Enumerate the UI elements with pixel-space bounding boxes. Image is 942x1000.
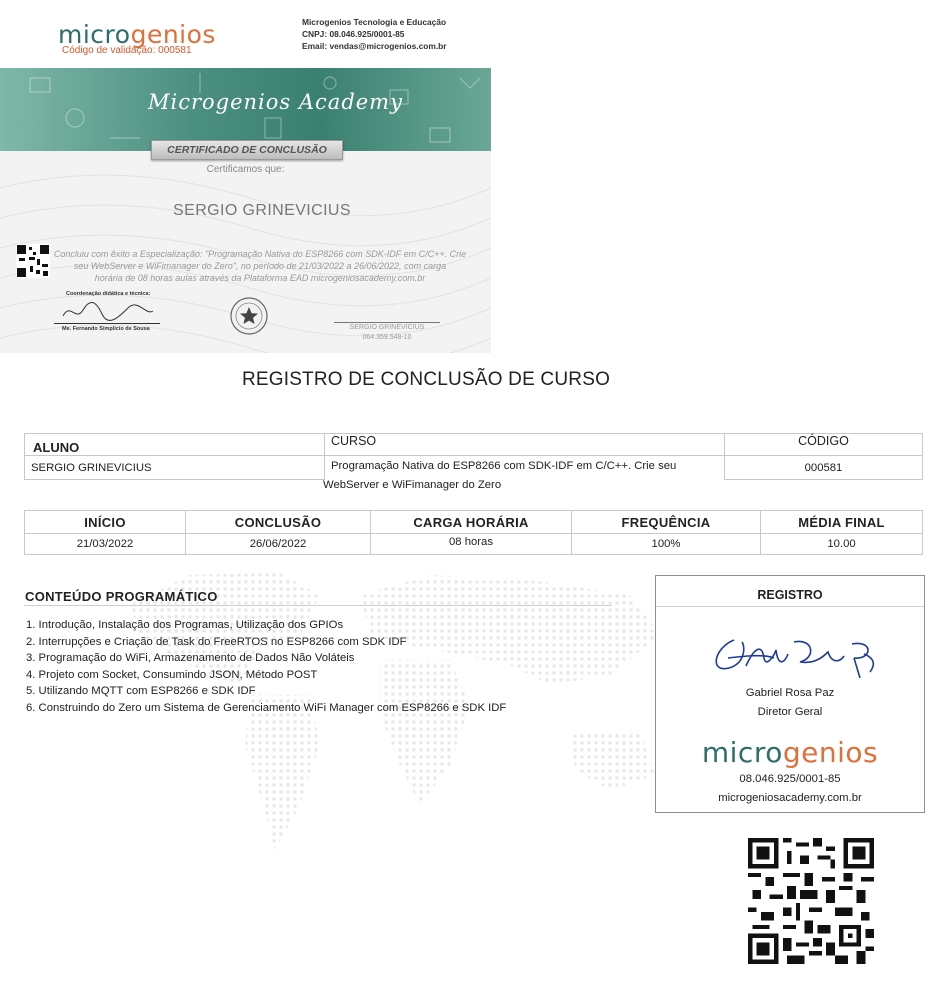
signer-id: 064.359.548-10 [362, 334, 412, 341]
company-info [302, 16, 447, 52]
inicio-header: INÍCIO [25, 511, 186, 534]
registro-site: microgeniosacademy.com.br [718, 792, 862, 804]
academy-title: Microgenios Academy [148, 90, 403, 114]
conclusao-value: 26/06/2022 [186, 534, 371, 555]
stats-table [24, 510, 923, 555]
conclusao-header: CONCLUSÃO [186, 511, 371, 534]
list-item: 6. Construindo do Zero um Sistema de Gerenciamento WiFi Manager com ESP8266 e SDK IDF [26, 701, 507, 714]
curso-value-line-2: WebServer e WiFimanager do Zero [323, 479, 502, 491]
certify-text: Certificamos que: [206, 164, 285, 175]
list-item: 5. Utilizando MQTT com ESP8266 e SDK IDF [26, 685, 256, 697]
media-final-value: 10.00 [761, 534, 923, 555]
page-title: REGISTRO DE CONCLUSÃO DE CURSO [241, 369, 611, 390]
media-final-header: MÉDIA FINAL [761, 511, 923, 534]
curso-value-line-1: Programação Nativa do ESP8266 com SDK-IDF em C/C++. Crie seu [331, 460, 677, 472]
registro-title: REGISTRO [757, 588, 823, 602]
content-list [26, 617, 506, 716]
frequencia-value: 100% [572, 534, 761, 555]
aluno-value: SERGIO GRINEVICIUS [25, 456, 325, 480]
frequencia-header: FREQUÊNCIA [572, 511, 761, 534]
certificate-image [0, 68, 491, 353]
codigo-header: CÓDIGO [725, 434, 923, 456]
certificate-student-name: SERGIO GRINEVICIUS [173, 202, 351, 219]
aluno-header: ALUNO [25, 434, 325, 456]
signer-name: SERGIO GRINEVICIUS [349, 324, 425, 331]
logo-part-genios: genios [130, 20, 216, 49]
registro-title-divider [656, 606, 924, 607]
list-item: 4. Projeto com Socket, Consumindo JSON, Método POST [26, 668, 318, 681]
registro-box [655, 575, 925, 813]
course-table [24, 433, 923, 480]
carga-horaria-value: 08 horas [371, 534, 572, 555]
director-role: Diretor Geral [757, 706, 823, 718]
company-cnpj: CNPJ: 08.046.925/0001-85 [302, 29, 405, 39]
certificate-badge: CERTIFICADO DE CONCLUSÃO [151, 140, 343, 160]
logo-part-micro: micro [58, 20, 131, 49]
content-divider [24, 605, 612, 606]
coordinator-name: Me. Fernando Simplício de Sousa [62, 326, 150, 332]
codigo-value: 000581 [725, 456, 923, 480]
coordinator-signature [58, 296, 158, 324]
company-name: Microgenios Tecnologia e Educação [302, 17, 447, 27]
certificate-banner [0, 68, 491, 151]
logo-part-genios: genios [782, 736, 879, 769]
signature-line [54, 323, 160, 324]
list-item: 1. Introdução, Instalação dos Programas, Utilização dos GPIOs [26, 619, 344, 631]
validation-code: Código de validação: 000581 [62, 45, 192, 56]
microgenios-logo-large [656, 736, 924, 769]
registro-cnpj: 08.046.925/0001-85 [739, 773, 841, 785]
curso-header: CURSO [325, 434, 725, 456]
certificate-text-line-1: Concluiu com êxito a Especialização: "Programação Nativa do ESP8266 com SDK-IDF em C/C++. Crie [53, 249, 467, 259]
certificate-text-line-3: horária de 08 horas aulas através da Plataforma EAD microgeniosacademy.com.br [94, 273, 426, 283]
inicio-value: 21/03/2022 [25, 534, 186, 555]
list-item: 2. Interrupções e Criação de Task do FreeRTOS no ESP8266 com SDK IDF [26, 635, 407, 648]
certificate-text-line-2: seu WebServer e WiFimanager do Zero", no período de 21/03/2022 a 26/06/2022, com carga [73, 261, 447, 271]
list-item: 3. Programação do WiFi, Armazenamento de Dados Não Voláteis [26, 652, 355, 664]
logo-part-micro: micro [701, 736, 783, 769]
star-seal-icon [229, 296, 269, 336]
curso-value [325, 456, 725, 480]
qr-code-icon [746, 838, 876, 964]
coordination-label: Coordenação didática e técnica: [66, 291, 151, 297]
company-email: Email: vendas@microgenios.com.br [302, 41, 447, 51]
certificate-description [20, 248, 491, 284]
carga-horaria-header: CARGA HORÁRIA [371, 511, 572, 534]
director-name: Gabriel Rosa Paz [745, 687, 835, 699]
signer-line [334, 322, 440, 323]
director-signature [704, 628, 884, 688]
content-title: CONTEÚDO PROGRAMÁTICO [25, 589, 218, 604]
